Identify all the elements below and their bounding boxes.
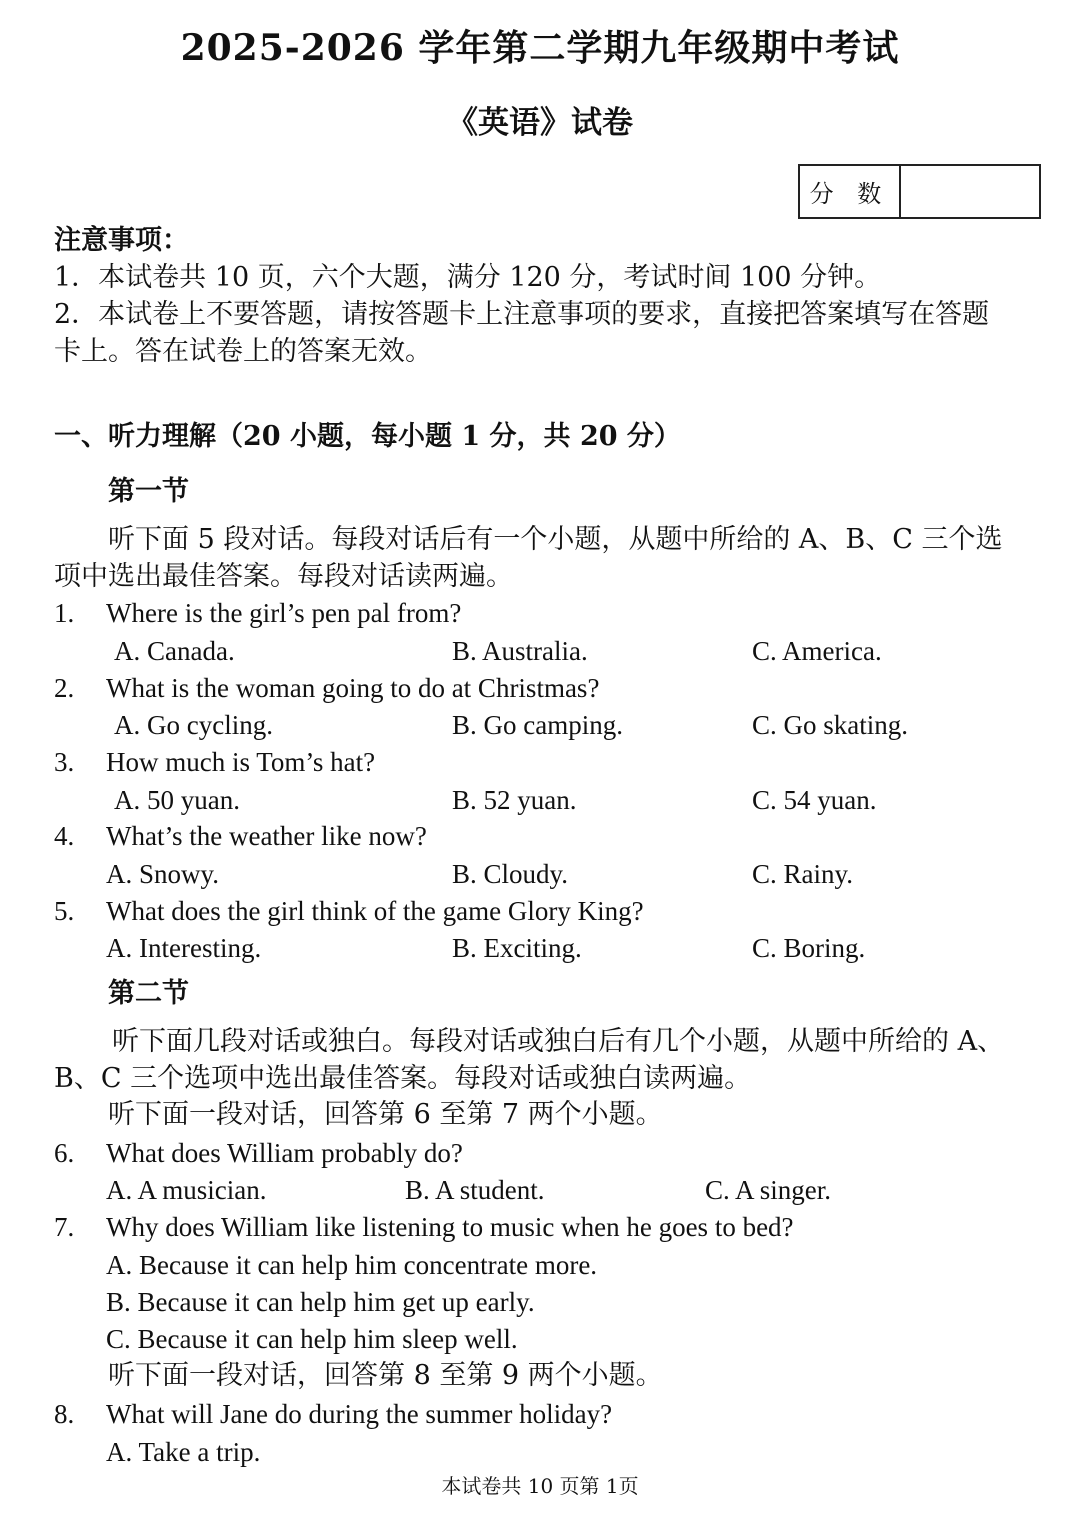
part1-heading: 一、听力理解（20 小题，每小题 1 分，共 20 分） xyxy=(54,421,681,452)
exam-subtitle: 《英语》试卷 xyxy=(447,105,633,141)
question-number: 8. xyxy=(54,1399,75,1429)
question-text: Where is the girl’s pen pal from? xyxy=(106,598,462,628)
question-text: How much is Tom’s hat? xyxy=(106,747,376,777)
option-a: A. Interesting. xyxy=(106,933,262,963)
question-number: 7. xyxy=(54,1212,75,1242)
option-b: B. A student. xyxy=(405,1175,545,1205)
option-b: B. Cloudy. xyxy=(452,859,569,889)
option-b: B. Exciting. xyxy=(452,933,582,963)
section2-subinstruction: 听下面一段对话，回答第 8 至第 9 两个小题。 xyxy=(108,1360,663,1391)
question-text: What is the woman going to do at Christmas? xyxy=(106,673,600,703)
option-b: B. Australia. xyxy=(452,636,588,666)
notice-line-1: 1．本试卷共 10 页，六个大题，满分 120 分，考试时间 100 分钟。 xyxy=(54,262,882,293)
option-a: A. Take a trip. xyxy=(106,1437,261,1467)
option-a: A. Go cycling. xyxy=(114,710,273,740)
option-c: C. Boring. xyxy=(752,933,866,963)
score-field[interactable] xyxy=(901,166,1039,217)
question-number: 2. xyxy=(54,673,75,703)
question-number: 4. xyxy=(54,821,75,851)
option-c: C. America. xyxy=(752,636,882,666)
question-text: What’s the weather like now? xyxy=(106,821,427,851)
section2-instructions: 听下面几段对话或独白。每段对话或独白后有几个小题，从题中所给的 A、 xyxy=(112,1026,1005,1057)
notice-heading: 注意事项： xyxy=(54,225,189,256)
section2-subinstruction: 听下面一段对话，回答第 6 至第 7 两个小题。 xyxy=(108,1099,663,1130)
option-a: A. Because it can help him concentrate more. xyxy=(106,1250,598,1280)
option-c: C. Rainy. xyxy=(752,859,853,889)
option-b: B. Because it can help him get up early. xyxy=(106,1287,535,1317)
notice-line-2-cont: 卡上。答在试卷上的答案无效。 xyxy=(54,336,432,367)
section2-title: 第二节 xyxy=(108,978,189,1009)
question-text: Why does William like listening to music when he goes to bed? xyxy=(106,1212,794,1242)
option-a: A. A musician. xyxy=(106,1175,267,1205)
section2-instructions-cont: B、C 三个选项中选出最佳答案。每段对话或独白读两遍。 xyxy=(54,1063,752,1094)
question-number: 6. xyxy=(54,1138,75,1168)
option-c: C. Go skating. xyxy=(752,710,909,740)
question-number: 1. xyxy=(54,598,75,628)
question-text: What does the girl think of the game Glory King? xyxy=(106,896,644,926)
question-number: 5. xyxy=(54,896,75,926)
page-footer: 本试卷共 10 页第 1页 xyxy=(441,1474,639,1498)
score-box xyxy=(798,164,1041,219)
section1-instructions: 听下面 5 段对话。每段对话后有一个小题，从题中所给的 A、B、C 三个选 xyxy=(108,524,1003,555)
option-b: B. Go camping. xyxy=(452,710,623,740)
option-c: C. 54 yuan. xyxy=(752,785,877,815)
question-text: What does William probably do? xyxy=(106,1138,463,1168)
option-b: B. 52 yuan. xyxy=(452,785,577,815)
section1-instructions-cont: 项中选出最佳答案。每段对话读两遍。 xyxy=(54,561,513,592)
section1-title: 第一节 xyxy=(108,476,189,507)
question-number: 3. xyxy=(54,747,75,777)
option-c: C. A singer. xyxy=(705,1175,832,1205)
notice-line-2: 2．本试卷上不要答题，请按答题卡上注意事项的要求，直接把答案填写在答题 xyxy=(54,299,990,330)
exam-title: 2025-2026 学年第二学期九年级期中考试 xyxy=(180,27,900,69)
score-label: 分 数 xyxy=(800,166,901,217)
option-a: A. Canada. xyxy=(114,636,235,666)
option-c: C. Because it can help him sleep well. xyxy=(106,1324,518,1354)
question-text: What will Jane do during the summer holiday? xyxy=(106,1399,613,1429)
option-a: A. Snowy. xyxy=(106,859,220,889)
option-a: A. 50 yuan. xyxy=(114,785,240,815)
